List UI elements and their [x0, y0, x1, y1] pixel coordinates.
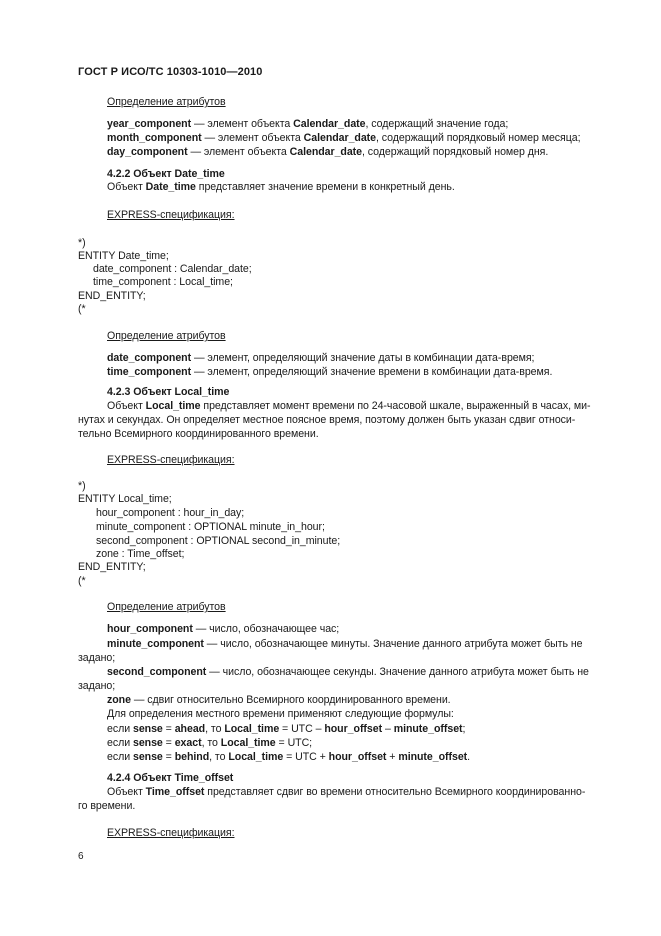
- attr-year-component: [107, 118, 508, 131]
- text-run: , содержащий значение года;: [365, 118, 509, 130]
- text-run: Date_time: [145, 181, 196, 193]
- text-run: , то: [209, 751, 229, 763]
- text-run: END_ENTITY;: [78, 290, 146, 302]
- text-run: если: [107, 737, 133, 749]
- attr-day-component: [107, 146, 548, 159]
- text-run: , содержащий порядковый номер месяца;: [376, 132, 581, 144]
- text-run: ENTITY Local_time;: [78, 493, 172, 505]
- text-run: Для определения местного времени применяют следующие формулы:: [107, 708, 454, 720]
- text-run: EXPRESS-спецификация:: [107, 209, 235, 221]
- text-run: second_component: [107, 666, 207, 678]
- text-run: day_component: [107, 146, 188, 158]
- text-run: , то: [205, 723, 225, 735]
- text-run: hour_component: [107, 623, 193, 635]
- code-line: [78, 237, 86, 250]
- text-run: time_component: [107, 366, 192, 378]
- express-spec-heading: [107, 209, 235, 222]
- code-line: [93, 263, 252, 276]
- text-run: hour_offset: [324, 723, 383, 735]
- text-run: behind: [174, 751, 210, 763]
- text-run: EXPRESS-спецификация:: [107, 454, 235, 466]
- text-run: 4.2.4 Объект Time_offset: [107, 772, 234, 784]
- attr-second-component: [107, 666, 589, 679]
- formula-ahead: [107, 723, 465, 736]
- text-run: date_component: [107, 352, 192, 364]
- text-run: , содержащий порядковый номер дня.: [362, 146, 549, 158]
- section-4-2-3-text: [78, 414, 575, 427]
- code-line: [96, 507, 244, 520]
- section-4-2-3-heading: [107, 386, 229, 399]
- section-4-2-3-text: [78, 428, 319, 441]
- text-run: — элемент объекта: [187, 146, 290, 158]
- text-run: sense: [132, 723, 163, 735]
- text-run: zone : Time_offset;: [96, 548, 185, 560]
- text-run: =: [162, 723, 175, 735]
- text-run: time_component : Local_time;: [93, 276, 233, 288]
- text-run: представляет сдвиг во времени относительно Всемирного координированно-: [204, 786, 586, 798]
- attr-time-component: [107, 366, 552, 379]
- text-run: hour_component : hour_in_day;: [96, 507, 245, 519]
- text-run: hour_offset: [328, 751, 387, 763]
- attr-month-component: [107, 132, 580, 145]
- text-run: представляет момент времени по 24-часовой шкале, выраженный в часах, ми-: [200, 400, 591, 412]
- express-spec-heading: [107, 454, 235, 467]
- text-run: ГОСТ Р ИСО/ТС 10303-1010—2010: [78, 66, 263, 78]
- text-run: Calendar_date: [289, 146, 362, 158]
- text-run: +: [386, 751, 399, 763]
- text-run: Calendar_date: [303, 132, 376, 144]
- attr-second-component-cont: [78, 680, 115, 693]
- text-run: если: [107, 723, 133, 735]
- page-number: [78, 850, 84, 863]
- text-run: Time_offset: [145, 786, 205, 798]
- text-run: =: [162, 737, 175, 749]
- attr-hour-component: [107, 623, 339, 636]
- section-4-2-4-text: [78, 800, 135, 813]
- attr-minute-component-cont: [78, 652, 115, 665]
- section-4-2-3-text: [107, 400, 590, 413]
- text-run: , то: [201, 737, 221, 749]
- text-run: — элемент, определяющий значение времени в комбинации дата-время.: [191, 366, 553, 378]
- text-run: — число, обозначающее секунды. Значение данного атрибута может быть не: [206, 666, 589, 678]
- text-run: exact: [174, 737, 202, 749]
- text-run: Определение атрибутов: [107, 96, 226, 108]
- text-run: представляет значение времени в конкретный день.: [195, 181, 455, 193]
- text-run: EXPRESS-спецификация:: [107, 827, 235, 839]
- text-run: ahead: [174, 723, 206, 735]
- text-run: — элемент объекта: [191, 118, 294, 130]
- attr-minute-component: [107, 638, 582, 651]
- text-run: (*: [78, 303, 86, 315]
- text-run: =: [162, 751, 175, 763]
- formula-behind: [107, 751, 470, 764]
- text-run: Calendar_date: [293, 118, 366, 130]
- section-4-2-2-heading: [107, 168, 225, 181]
- code-line: [78, 303, 86, 316]
- code-line: [96, 521, 325, 534]
- text-run: нутах и секундах. Он определяет местное поясное время, поэтому должен быть указан сдвиг относи-: [78, 414, 576, 426]
- text-run: END_ENTITY;: [78, 561, 146, 573]
- text-run: zone: [107, 694, 131, 706]
- text-run: задано;: [78, 652, 116, 664]
- text-run: го времени.: [78, 800, 136, 812]
- text-run: Определение атрибутов: [107, 330, 226, 342]
- text-run: Local_time: [145, 400, 201, 412]
- text-run: если: [107, 751, 133, 763]
- text-run: Local_time: [220, 737, 276, 749]
- code-line: [78, 575, 86, 588]
- text-run: = UTC –: [279, 723, 325, 735]
- text-run: Объект: [107, 786, 146, 798]
- attr-zone: [107, 694, 451, 707]
- text-run: sense: [132, 737, 163, 749]
- formulas-intro: [107, 708, 454, 721]
- code-line: [96, 548, 184, 561]
- text-run: — элемент, определяющий значение даты в комбинации дата-время;: [191, 352, 535, 364]
- text-run: Объект: [107, 181, 146, 193]
- text-run: 6: [78, 851, 84, 862]
- section-4-2-4-text: [107, 786, 585, 799]
- text-run: ;: [462, 723, 466, 735]
- attributes-definition-heading: [107, 96, 226, 109]
- text-run: minute_component: [107, 638, 204, 650]
- formula-exact: [107, 737, 312, 750]
- text-run: — сдвиг относительно Всемирного координированного времени.: [130, 694, 451, 706]
- text-run: .: [467, 751, 471, 763]
- text-run: year_component: [107, 118, 192, 130]
- text-run: задано;: [78, 680, 116, 692]
- text-run: second_component : OPTIONAL second_in_minute;: [96, 535, 341, 547]
- text-run: *): [78, 480, 86, 492]
- text-run: 4.2.3 Объект Local_time: [107, 386, 230, 398]
- text-run: Объект: [107, 400, 146, 412]
- text-run: *): [78, 237, 86, 249]
- attributes-definition-heading: [107, 330, 226, 343]
- text-run: month_component: [107, 132, 202, 144]
- text-run: minute_offset: [393, 723, 463, 735]
- text-run: — элемент объекта: [201, 132, 304, 144]
- express-spec-heading: [107, 827, 235, 840]
- code-line: [78, 480, 86, 493]
- text-run: minute_offset: [398, 751, 468, 763]
- page-header-title: [78, 66, 263, 79]
- text-run: = UTC +: [283, 751, 329, 763]
- text-run: minute_component : OPTIONAL minute_in_hour;: [96, 521, 325, 533]
- text-run: Local_time: [228, 751, 284, 763]
- code-line: [78, 561, 146, 574]
- text-run: = UTC;: [275, 737, 313, 749]
- code-line: [93, 276, 233, 289]
- attr-date-component: [107, 352, 534, 365]
- text-run: Определение атрибутов: [107, 601, 226, 613]
- text-run: sense: [132, 751, 163, 763]
- text-run: (*: [78, 575, 86, 587]
- code-line: [78, 250, 169, 263]
- text-run: 4.2.2 Объект Date_time: [107, 168, 225, 180]
- section-4-2-4-heading: [107, 772, 233, 785]
- text-run: –: [382, 723, 394, 735]
- text-run: ENTITY Date_time;: [78, 250, 169, 262]
- text-run: Local_time: [224, 723, 280, 735]
- text-run: — число, обозначающее час;: [192, 623, 340, 635]
- section-4-2-2-text: [107, 181, 455, 194]
- text-run: тельно Всемирного координированного времени.: [78, 428, 319, 440]
- text-run: date_component : Calendar_date;: [93, 263, 252, 275]
- code-line: [96, 535, 340, 548]
- code-line: [78, 493, 172, 506]
- attributes-definition-heading: [107, 601, 226, 614]
- code-line: [78, 290, 146, 303]
- text-run: — число, обозначающее минуты. Значение данного атрибута может быть не: [203, 638, 583, 650]
